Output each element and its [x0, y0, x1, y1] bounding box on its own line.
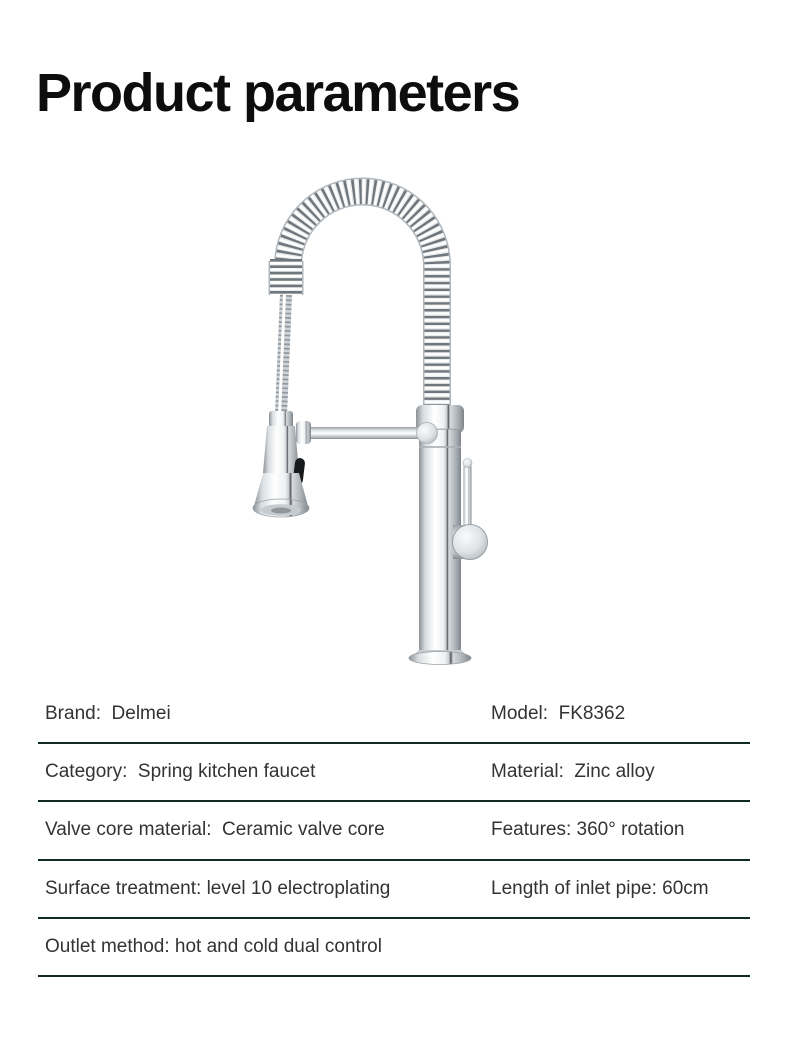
faucet-base — [409, 650, 471, 665]
spec-cell-left: Surface treatment: level 10 electroplating — [45, 877, 391, 899]
spec-row — [38, 919, 750, 977]
spec-row — [38, 802, 750, 860]
spec-cell-right: Material: Zinc alloy — [491, 761, 655, 783]
product-image — [220, 155, 570, 690]
spec-cell-right: Features: 360° rotation — [491, 819, 685, 841]
spec-table — [38, 686, 750, 977]
faucet-spring-coil — [286, 192, 437, 408]
faucet-arm-ball-joint — [417, 423, 438, 444]
spec-row — [38, 744, 750, 802]
spec-row — [38, 686, 750, 744]
spec-cell-left: Outlet method: hot and cold dual control — [45, 935, 382, 957]
spec-cell-right: Model: FK8362 — [491, 703, 626, 725]
page-title: Product parameters — [36, 63, 520, 123]
spec-cell-right: Length of inlet pipe: 60cm — [491, 877, 709, 899]
faucet-hose — [280, 295, 287, 415]
spec-cell-left: Category: Spring kitchen faucet — [45, 761, 316, 783]
spec-cell-left: Valve core material: Ceramic valve core — [45, 819, 385, 841]
faucet-illustration — [220, 155, 570, 690]
spec-cell-left: Brand: Delmei — [45, 703, 171, 725]
spec-row — [38, 861, 750, 919]
